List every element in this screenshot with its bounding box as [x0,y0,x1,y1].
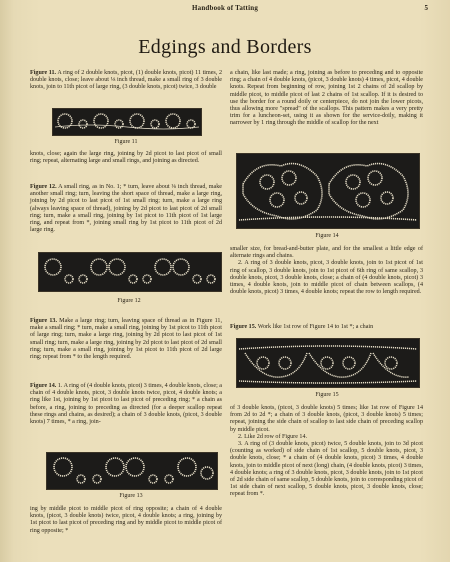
left-text-fig11 [30,70,222,92]
figure-14-text: 1. A ring of (4 double knots, picot) 3 times, 4 double knots, close; a chain of 4 double knots, picot, 3 double knots twice, picot, 4 double knots; a ring like 1st, joining by 1st picot to last picot of preceding ring; * a chain as before, a ring, joining to preceding as directed (for a deeper scallop repeat these rings and chains, as desired); a chain of 3 double knots, (picot, 3 double knots) 7 times, * a ring, join- [30,383,222,426]
paragraph-figure-15-row-2: 2. Like 2d row of Figure 14. [238,433,308,440]
paragraph-figure-13 [30,318,222,361]
left-text-fig12 [30,184,222,234]
figure-11-image [52,108,202,136]
figure-15-label: Figure 15. [230,324,257,330]
figure-14-label: Figure 14. [30,383,57,389]
paragraph-figure-11 [30,70,222,92]
lace-border-14 [237,154,419,228]
figure-15-text: Work like 1st row of Figure 14 to 1st *; a chain [256,324,374,330]
figure-13-label: Figure 13. [30,318,57,324]
figure-13-caption: Figure 13 [119,493,143,499]
paragraph-row-2: 2. A ring of 3 double knots, picot, 3 double knots, join to 1st picot of 1st ring of scallop, 3 double knots, join to 1st picot of 6th ring of same scallop, 3 double knots, picot, 3 double knots, close; a chain of (4 double knots, picot) 3 times, 4 double knots, join to middle picot of chain between scallops, (4 double knots, picot) 3 times, 4 double knots; repeat the row to length required. [230,260,423,296]
lace-edging-13 [47,453,217,489]
lace-border-15 [237,339,419,387]
lace-edging-12 [39,253,221,291]
lace-edging-11 [53,109,201,135]
figure-11-label: Figure 11. [30,70,57,76]
paragraph-row-size: smaller size, for bread-and-butter plate, and for the smallest a little edge of alternate rings and chains. [230,246,423,260]
figure-14-text-continued: ing by middle picot to middle picot of ring opposite; a chain of 4 double knots, (picot, 3 double knots) twice, picot, 4 double knots; a ring, joining by 1st picot to last picot of preceding ring and by middle picot to middle picot of ring opposite; * [30,506,222,534]
paragraph-figure-15-row-3: 3. A ring of (3 double knots, picot) twice, 5 double knots, join to 3d picot (counting as worked) of side chain of 1st scallop, 5 double knots, picot, 3 double knots, close; * a chain of (4 double knots, picot) 3 times, 4 double knots, join to middle picot of next (long) chain, (4 double knots, picot) 3 times, 4 double knots; a ring of 3 double knots, picot, 3 double knots, join to 1st picot of 2d side chain of same scallop, 5 double knots, join to corresponding picot of 1st side chain of next scallop, 5 double knots, picot, 3 double knots, close; repeat from *. [230,441,423,498]
right-text-mid [230,246,423,296]
figure-13-text: Make a large ring; turn, leaving space of thread as in Figure 11, make a small ring; * turn, make a small ring, joining by 1st picot to 11th picot of large ring; turn, make a large ring, joining by 2d picot to last picot of 1st small ring; turn, make a large ring, joining by 2d picot to last picot of 2d small ring; turn, make a small ring, joining by 1st picot to 11th picot of 2d large ring; repeat from * to the length required. [30,318,222,361]
figure-12-image [38,252,222,292]
left-text-fig14 [30,383,222,426]
figure-11-text: A ring of 2 double knots, picot, (1) double knots, picot) 11 times, 2 double knots, close; leave about ⅛ inch thread, make a small ring of 3 double knots, join to 11th picot of large ring, (3 double knots, picot) twice, 3 double [30,70,222,91]
paragraph-figure-15 [230,324,423,331]
figure-14-caption: Figure 14 [315,233,339,239]
figure-11-caption: Figure 11 [114,139,138,145]
right-text-bottom [230,405,423,499]
right-text-fig15 [230,324,423,331]
paragraph-continuation: a chain, like last made; a ring, joining as before to preceding and to opposite ring; a chain of 4 double knots, (picot, 3 double knots) 4 times, picot, 4 double knots. Repeat from beginning of row, joining 1st 2 chains of 2d scallop by middle picot, to middle picot of last 2 chains of 1st scallop. If it is desired to use the border for a round doily or centerpiece, do not join the lower picots, thus allowing more "spread" of the scallops. This pattern makes a very pretty trim for a luncheon-set, using it as shown for the service-doily, making it narrower by 1 ring through the middle of scallop for the next [230,70,423,127]
paragraph-figure-15-row-1: of 3 double knots, (picot, 3 double knots) 5 times; like 1st row of Figure 14 from 2d to 2d *; a chain of 3 double knots, (picot, 3 double knots) 5 times; repeat, joining the side chain of scallop to last side chain of preceding scallop by middle picot. [230,405,423,433]
figure-12-text: A small ring, as in No. 1; * turn, leave about ⅛ inch thread, make another small ring; turn, leaving the short space of thread, make a large ring, joining by 2d picot to last picot of 1st small ring; turn, make a large ring (always leaving space of thread), joining by 2d picot to last picot of 2d small ring; turn, make a small ring, joining by 1st picot to 11th picot of 1st large ring, and repeat from *, joining small ring by 1st picot to 11th picot of 2d large ring. [30,184,222,234]
figure-13-image [46,452,218,490]
left-text-fig11-cont [30,151,222,165]
page-title: Edgings and Borders [138,36,312,58]
right-text-top [230,70,423,128]
running-title: Handbook of Tatting [191,4,259,12]
running-head [0,4,450,18]
figure-12-caption: Figure 12 [117,298,141,304]
figure-14-image [236,153,420,229]
paragraph-figure-12 [30,184,222,234]
page-number: 5 [424,4,428,12]
figure-15-image [236,338,420,388]
figure-11-text-continued: knots, close; again the large ring, joining by 2d picot to last picot of small ring; repeat, alternating large and small rings, and joining as directed. [30,151,222,165]
figure-15-caption: Figure 15 [315,392,339,398]
figure-12-label: Figure 12. [30,184,57,190]
left-text-fig14-cont [30,506,222,535]
paragraph-figure-14 [30,383,222,426]
left-text-fig13 [30,318,222,361]
